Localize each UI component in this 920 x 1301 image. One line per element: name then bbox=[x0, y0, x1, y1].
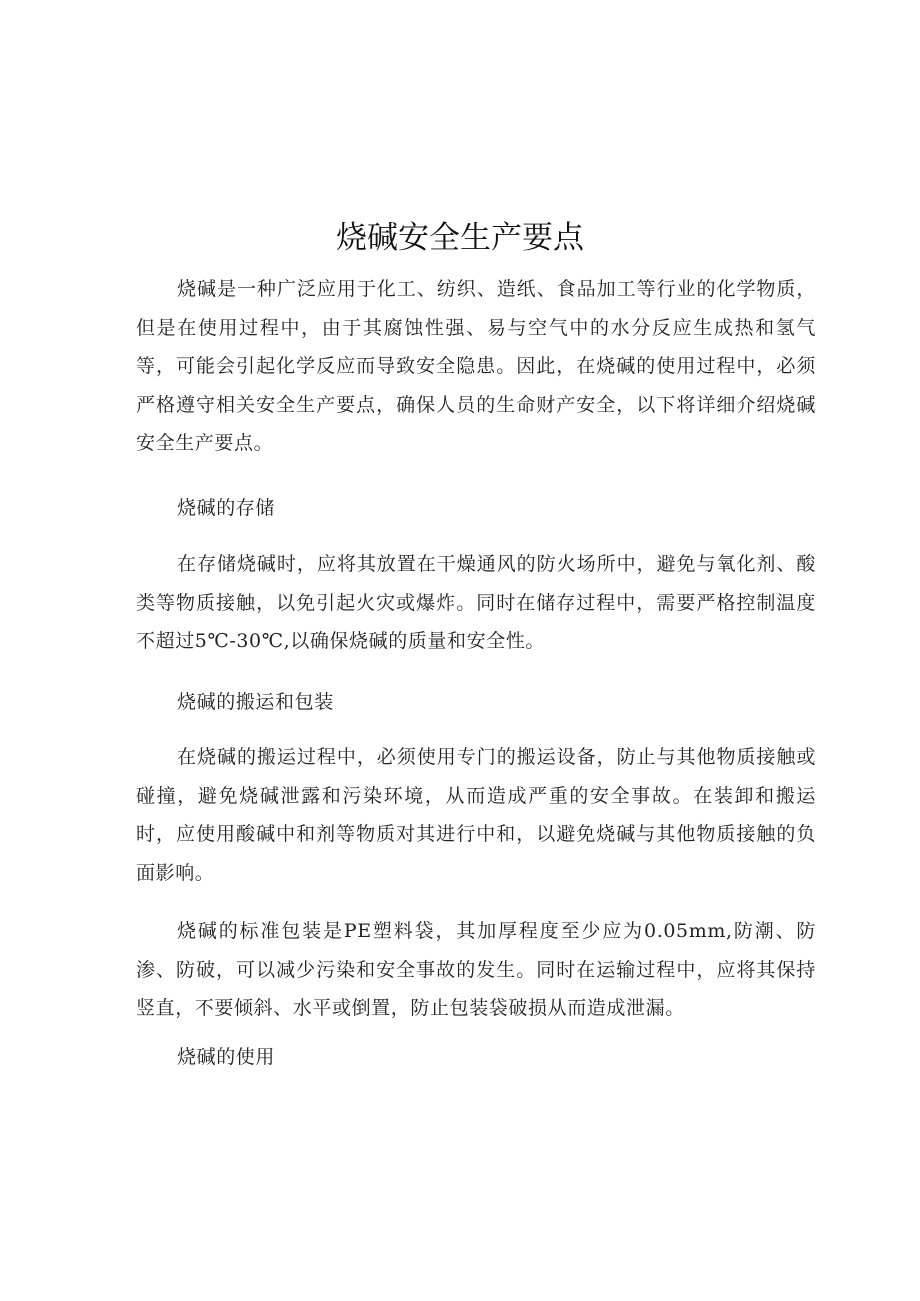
handling-paragraph: 在烧碱的搬运过程中，必须使用专门的搬运设备，防止与其他物质接触或碰撞，避免烧碱泄露和污染环境，从而造成严重的安全事故。在装卸和搬运时，应使用酸碱中和剂等物质对其进行中和，以避免烧碱与其他物质接触的负面影响。 bbox=[136, 746, 816, 884]
packaging-paragraph: 烧碱的标准包装是PE塑料袋，其加厚程度至少应为0.05mm,防潮、防渗、防破，可以减少污染和安全事故的发生。同时在运输过程中，应将其保持竖直，不要倾斜、水平或倒置，防止包装袋破损从而造成泄漏。 bbox=[136, 920, 816, 1019]
storage-paragraph: 在存储烧碱时，应将其放置在干燥通风的防火场所中，避免与氧化剂、酸类等物质接触，以免引起火灾或爆炸。同时在储存过程中，需要严格控制温度不超过5℃-30℃,以确保烧碱的质量和安全性。 bbox=[136, 553, 816, 652]
section-heading-storage: 烧碱的存储 bbox=[177, 497, 276, 519]
intro-paragraph: 烧碱是一种广泛应用于化工、纺织、造纸、食品加工等行业的化学物质，但是在使用过程中，由于其腐蚀性强、易与空气中的水分反应生成热和氢气等，可能会引起化学反应而导致安全隐患。因此，在烧碱的使用过程中，必须严格遵守相关安全生产要点，确保人员的生命财产安全，以下将详细介绍烧碱安全生产要点。 bbox=[136, 278, 816, 454]
section-heading-usage: 烧碱的使用 bbox=[177, 1046, 276, 1068]
section-heading-handling-packaging: 烧碱的搬运和包装 bbox=[177, 691, 334, 713]
document-title: 烧碱安全生产要点 bbox=[336, 220, 584, 256]
